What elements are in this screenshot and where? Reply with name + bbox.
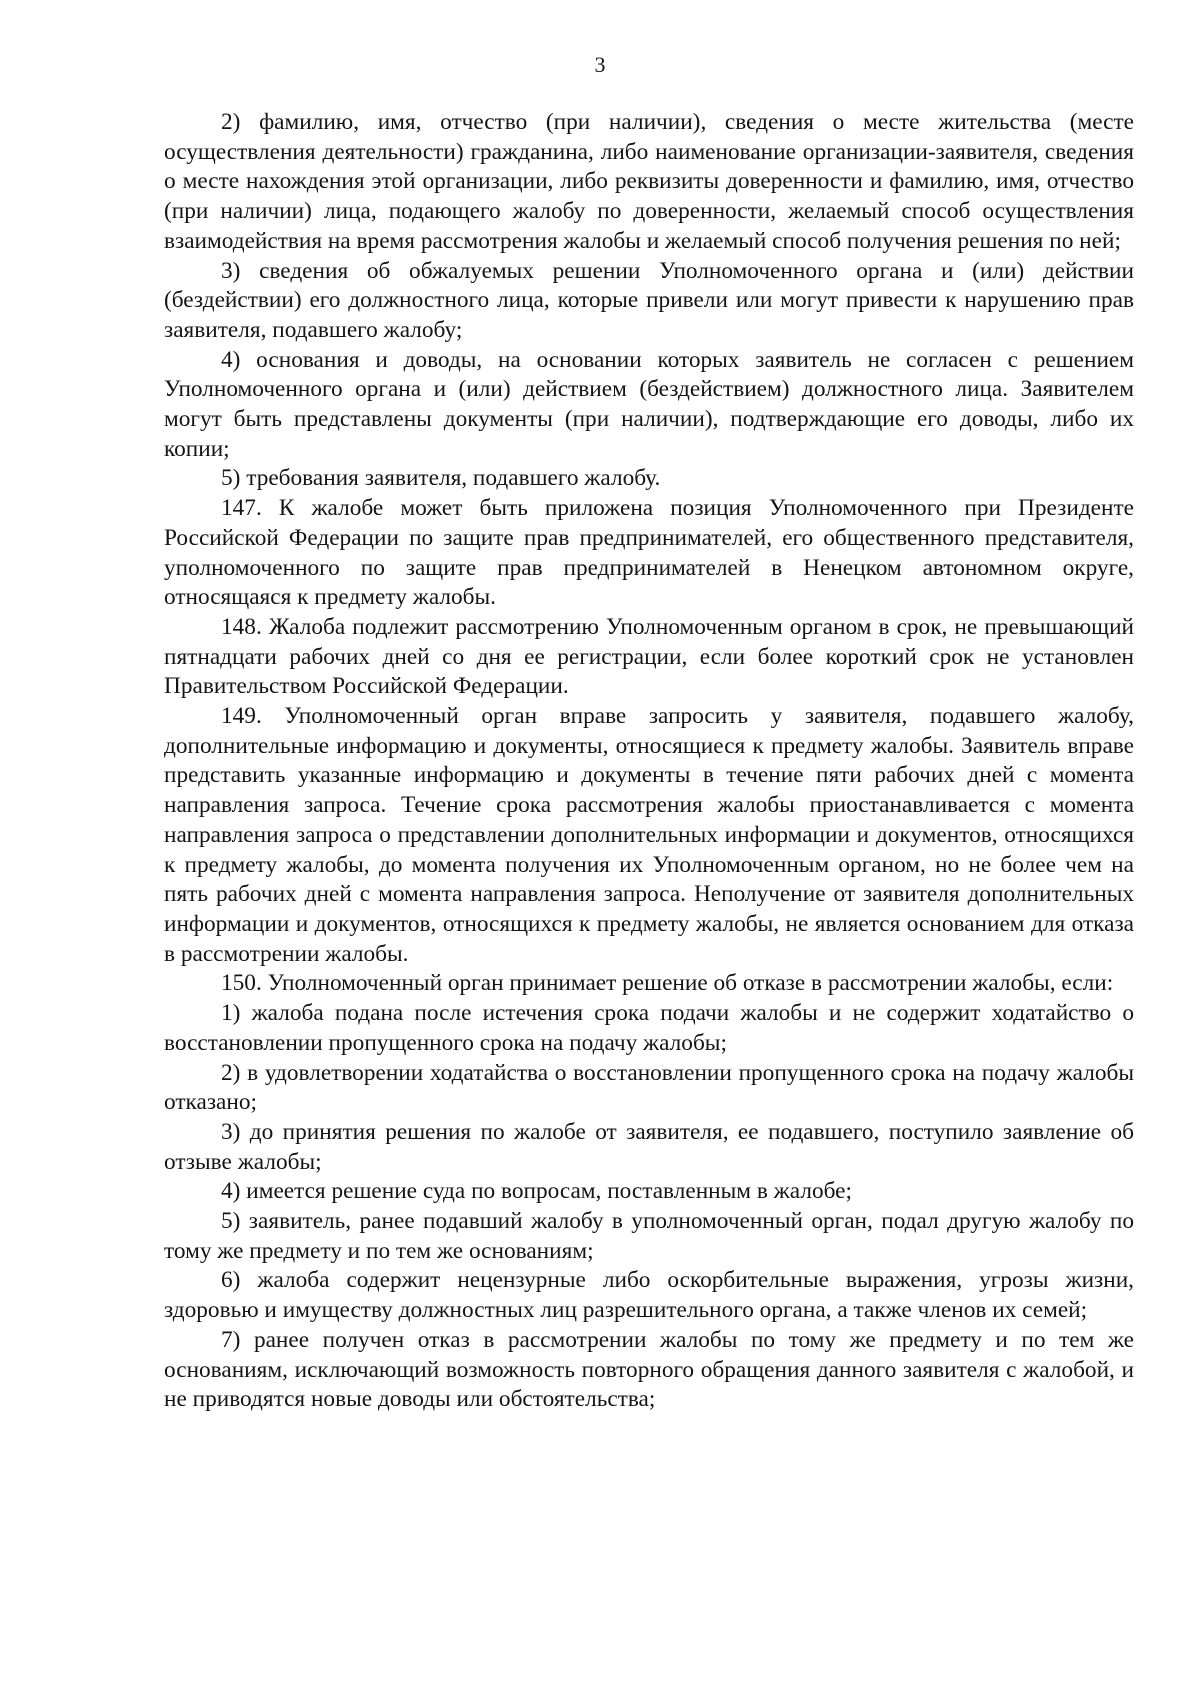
paragraph-150-item-2: 2) в удовлетворении ходатайства о восстановлении пропущенного срока на подачу жалобы отказано; (164, 1059, 1134, 1116)
paragraph-150-item-4: 4) имеется решение суда по вопросам, поставленным в жалобе; (221, 1178, 852, 1205)
paragraph-150-item-3: 3) до принятия решения по жалобе от заявителя, ее подавшего, поступило заявление об отзыве жалобы; (164, 1118, 1134, 1175)
paragraph-item-5: 5) требования заявителя, подавшего жалобу. (221, 465, 661, 492)
paragraph-150-item-6: 6) жалоба содержит нецензурные либо оскорбительные выражения, угрозы жизни, здоровью и имуществу должностных лиц разрешительного органа, а также членов их семей; (164, 1267, 1134, 1324)
paragraph-150: 150. Уполномоченный орган принимает решение об отказе в рассмотрении жалобы, если: (221, 970, 1114, 997)
paragraph-149: 149. Уполномоченный орган вправе запросить у заявителя, подавшего жалобу, дополнительные информацию и документы, относящиеся к предмету жалобы. Заявитель вправе представить указанные информацию и документы в течение пяти рабочих дней с момента направления запроса. Течение срока рассмотрения жалобы приостанавливается с момента направления запроса о представлении дополнительных информации и документов, относящихся к предмету жалобы, до момента получения их Уполномоченным органом, но не более чем на пять рабочих дней с момента направления запроса. Неполучение от заявителя дополнительных информации и документов, относящихся к предмету жалобы, не является основанием для отказа в рассмотрении жалобы. (164, 703, 1134, 967)
paragraph-item-4: 4) основания и доводы, на основании которых заявитель не согласен с решением Уполномоченного органа и (или) действием (бездействием) должностного лица. Заявителем могут быть представлены документы (при наличии), подтверждающие его доводы, либо их копии; (164, 346, 1134, 462)
page-number: 3 (594, 52, 606, 77)
paragraph-150-item-5: 5) заявитель, ранее подавший жалобу в уполномоченный орган, подал другую жалобу по тому же предмету и по тем же основаниям; (164, 1208, 1134, 1264)
document-body (164, 108, 1134, 1415)
paragraph-148: 148. Жалоба подлежит рассмотрению Уполномоченным органом в срок, не превышающий пятнадцати рабочих дней со дня ее регистрации, если более короткий срок не установлен Правительством Российской Федерации. (164, 613, 1134, 700)
paragraph-item-3: 3) сведения об обжалуемых решении Уполномоченного органа и (или) действии (бездействии) его должностного лица, которые привели или могут привести к нарушению прав заявителя, подавшего жалобу; (164, 257, 1134, 343)
paragraph-150-item-7: 7) ранее получен отказ в рассмотрении жалобы по тому же предмету и по тем же основаниям, исключающий возможность повторного обращения данного заявителя с жалобой, и не приводятся новые доводы или обстоятельства; (164, 1326, 1134, 1413)
paragraph-147: 147. К жалобе может быть приложена позиция Уполномоченного при Президенте Российской Федерации по защите прав предпринимателей, его общественного представителя, уполномоченного по защите прав предпринимателей в Ненецком автономном округе, относящаяся к предмету жалобы. (164, 495, 1134, 611)
paragraph-item-2: 2) фамилию, имя, отчество (при наличии), сведения о месте жительства (месте осуществления деятельности) гражданина, либо наименование организации-заявителя, сведения о месте нахождения этой организации, либо реквизиты доверенности и фамилию, имя, отчество (при наличии) лица, подающего жалобу по доверенности, желаемый способ осуществления взаимодействия на время рассмотрения жалобы и желаемый способ получения решения по ней; (164, 109, 1134, 254)
paragraph-150-item-1: 1) жалоба подана после истечения срока подачи жалобы и не содержит ходатайство о восстановлении пропущенного срока на подачу жалобы; (164, 1000, 1134, 1056)
